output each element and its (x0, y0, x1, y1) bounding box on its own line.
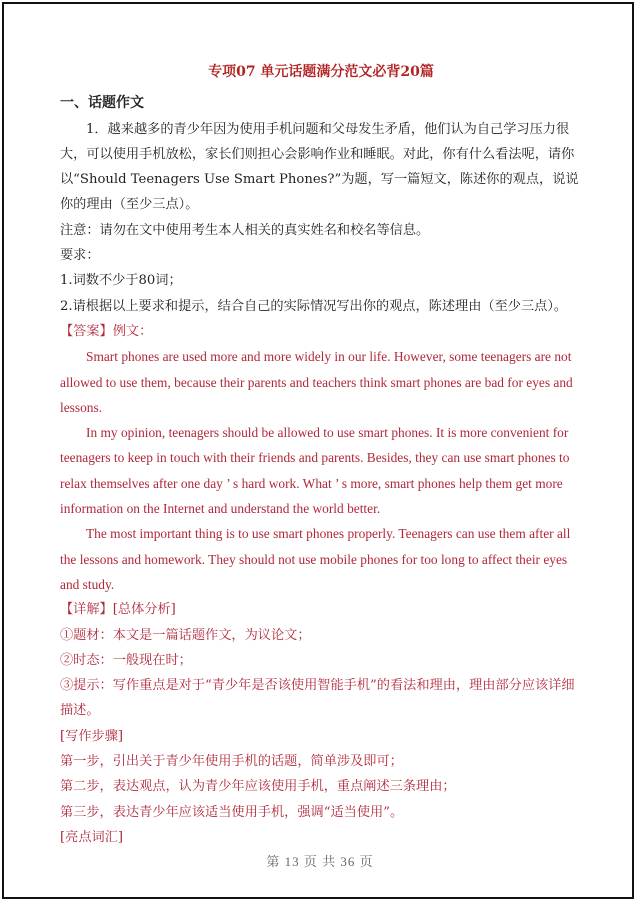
analysis-item: ②时态：一般现在时； (60, 652, 192, 668)
essay-paragraph: The most important thing is to use smart phones properly. Teenagers can use them after all the lessons and homework. They should not use mobile phones for too long to affect their eyes and study. (60, 526, 571, 592)
essay-paragraph: Smart phones are used more and more widely in our life. However, some teenagers are not allowed to use them, because their parents and teachers think smart phones are bad for eyes and lessons. (60, 349, 573, 415)
question-note: 注意：请勿在文中使用考生本人相关的真实姓名和校名等信息。 (60, 222, 430, 238)
document-title: 专项07 单元话题满分范文必背20篇 (208, 64, 434, 80)
requirements-label: 要求： (60, 248, 100, 264)
steps-label: [写作步骤] (60, 728, 124, 744)
step-item: 第三步，表达青少年应该适当使用手机，强调“适当使用”。 (60, 804, 404, 820)
requirement-item: 2.请根据以上要求和提示，结合自己的实际情况写出你的观点，陈述理由（至少三点）。 (60, 298, 568, 314)
page-footer: 第 13 页 共 36 页 (266, 854, 374, 869)
analysis-label: 【详解】[总体分析] (60, 602, 176, 618)
requirement-item: 1.词数不少于80词； (60, 273, 182, 289)
step-item: 第二步，表达观点，认为青少年应该使用手机，重点阐述三条理由； (60, 779, 456, 795)
document-page (60, 60, 582, 850)
essay-paragraph: In my opinion, teenagers should be allowed to use smart phones. It is more convenient for teenagers to keep in touch with their friends and parents. Besides, they can use smart phones to relax themselves after one day ’ s hard work. What ’ s more, smart phones help them get more information on the Internet and understand the world better. (60, 425, 570, 517)
analysis-item: ①题材：本文是一篇话题作文，为议论文； (60, 627, 311, 643)
answer-label: 【答案】例文： (60, 323, 153, 339)
step-item: 第一步，引出关于青少年使用手机的话题，简单涉及即可； (60, 754, 403, 770)
section-heading: 一、话题作文 (60, 95, 144, 112)
analysis-item: ③提示：写作重点是对于“青少年是否该使用智能手机”的看法和理由，理由部分应该详细描述。 (60, 678, 575, 719)
highlights-label: [亮点词汇] (60, 829, 124, 845)
question-text: 1．越来越多的青少年因为使用手机问题和父母发生矛盾，他们认为自己学习压力很大，可以使用手机放松，家长们则担心会影响作业和睡眠。对此，你有什么看法呢，请你以“Should Teenagers Use Smart Phones?”为题，写一篇短文，陈述你的观点，说说你的理由（至少三点）。 (60, 121, 579, 213)
